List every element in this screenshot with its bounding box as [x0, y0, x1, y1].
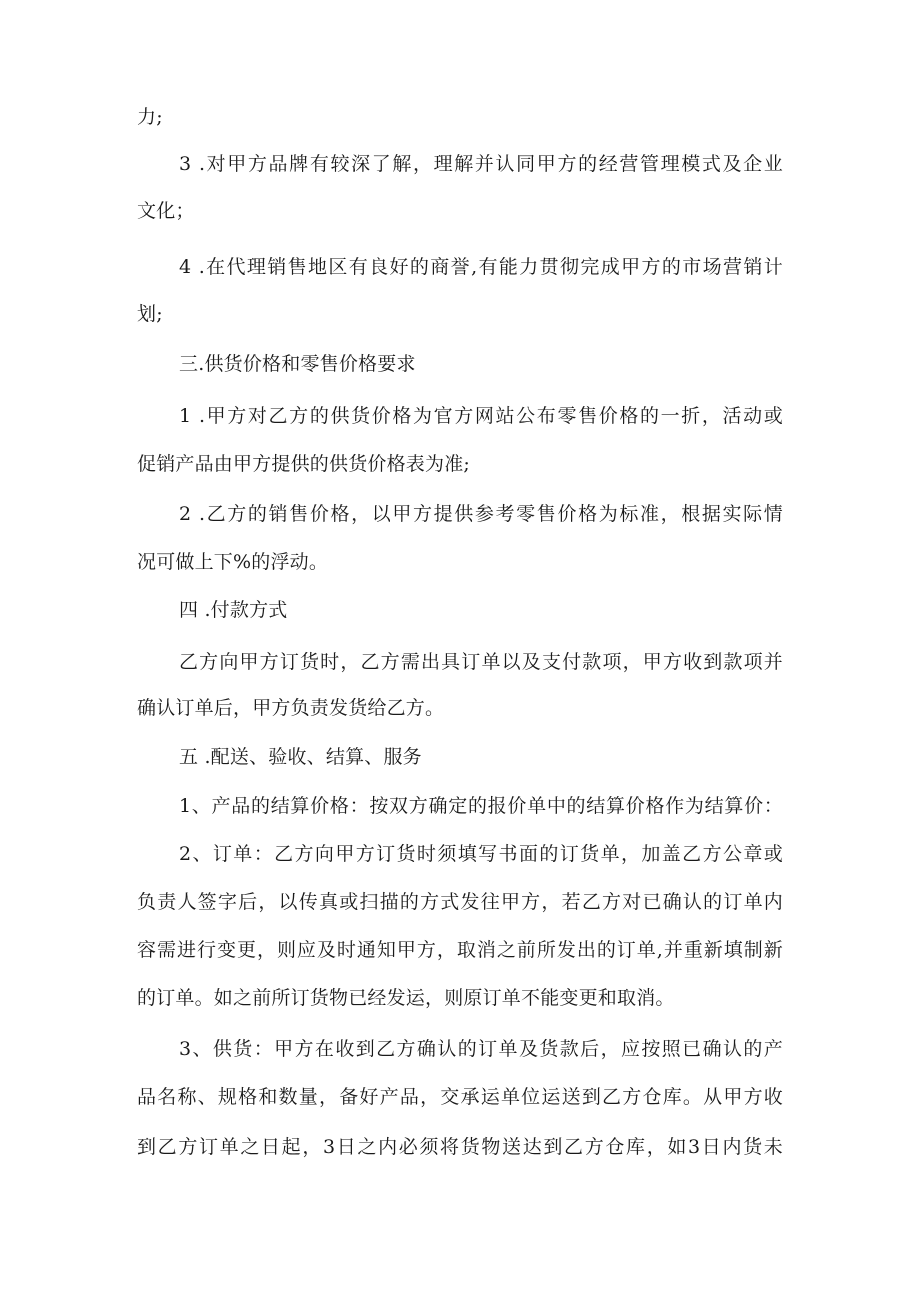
text-line-15: 1、产品的结算价格：按双方确定的报价单中的结算价格作为结算价： [179, 795, 783, 817]
text-line-13: 确认订单后，甲方负责发货给乙方。 [137, 697, 445, 719]
text-line-19: 的订单。如之前所订货物已经发运，则原订单不能变更和取消。 [137, 987, 675, 1009]
section-heading-4: 四 .付款方式 [179, 599, 288, 621]
text-line-16: 2、订单：乙方向甲方订货时须填写书面的订货单，加盖乙方公章或 [179, 843, 783, 865]
text-line-1: 力; [137, 106, 163, 128]
text-line-4: 4 .在代理销售地区有良好的商誉,有能力贯彻完成甲方的市场营销计 [179, 256, 783, 278]
text-line-17: 负责人签字后，以传真或扫描的方式发往甲方，若乙方对已确认的订单内 [137, 891, 783, 913]
text-line-7: 1 .甲方对乙方的供货价格为官方网站公布零售价格的一折，活动或 [179, 405, 783, 427]
text-line-20: 3、供货：甲方在收到乙方确认的订单及货款后，应按照已确认的产 [179, 1038, 783, 1060]
text-line-18: 容需进行变更，则应及时通知甲方，取消之前所发出的订单,并重新填制新 [137, 939, 783, 961]
text-line-8: 促销产品由甲方提供的供货价格表为准; [137, 453, 471, 475]
text-line-2: 3 .对甲方品牌有较深了解，理解并认同甲方的经营管理模式及企业 [179, 153, 783, 175]
text-line-22: 到乙方订单之日起，3日之内必须将货物送达到乙方仓库，如3日内货未 [137, 1136, 783, 1158]
text-line-5: 划; [137, 303, 163, 325]
section-heading-3: 三.供货价格和零售价格要求 [179, 353, 416, 375]
section-heading-5: 五 .配送、验收、结算、服务 [179, 746, 422, 768]
text-line-3: 文化； [137, 200, 195, 222]
text-line-10: 况可做上下%的浮动。 [137, 551, 329, 573]
text-line-12: 乙方向甲方订货时，乙方需出具订单以及支付款项，甲方收到款项并 [179, 651, 783, 673]
text-line-21: 品名称、规格和数量，备好产品，交承运单位运送到乙方仓库。从甲方收 [137, 1086, 783, 1108]
text-line-9: 2 .乙方的销售价格，以甲方提供参考零售价格为标准，根据实际情 [179, 503, 783, 525]
